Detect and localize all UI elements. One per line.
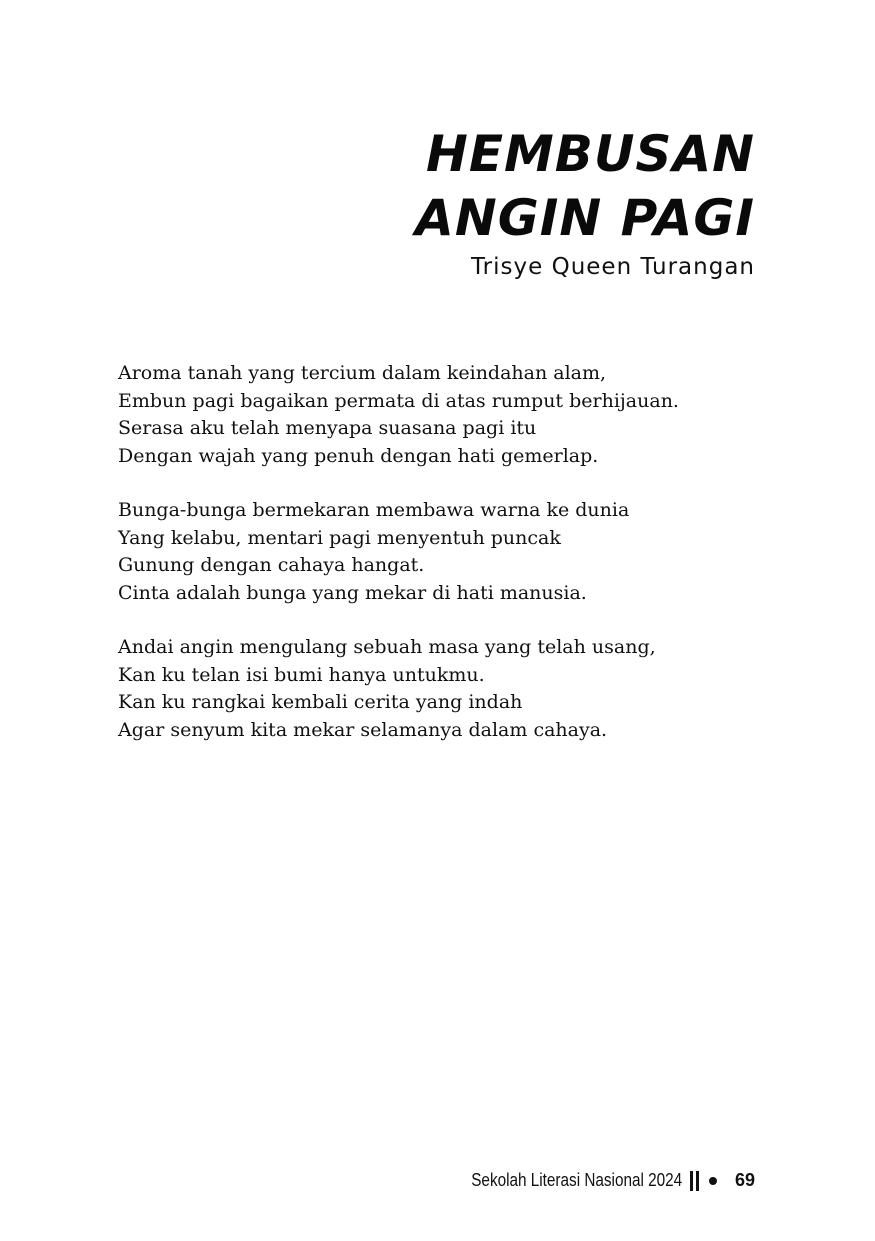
page-number: 69 (734, 1170, 755, 1190)
poem-line: Serasa aku telah menyapa suasana pagi itu (118, 417, 537, 439)
poem-line: Embun pagi bagaikan permata di atas rumput berhijauan. (118, 389, 679, 412)
poem-line: Kan ku rangkai kembali cerita yang indah (118, 691, 523, 713)
poem-author: Trisye Queen Turangan (471, 254, 755, 280)
poem-line: Bunga-bunga bermekaran membawa warna ke dunia (118, 499, 630, 521)
stanza-2 (118, 497, 758, 607)
poem-body (118, 360, 758, 771)
publication-name: Sekolah Literasi Nasional 2024 (471, 1170, 682, 1190)
poem-line: Yang kelabu, mentari pagi menyentuh puncak (118, 526, 561, 549)
title-block (415, 122, 755, 282)
page-footer (434, 1170, 755, 1191)
double-bar-separator-icon (690, 1171, 699, 1191)
poem-title-line-2: ANGIN PAGI (415, 189, 755, 247)
poem-line: Andai angin mengulang sebuah masa yang telah usang, (118, 636, 656, 658)
stanza-1 (118, 360, 758, 470)
dot-icon (709, 1177, 717, 1185)
poem-line: Cinta adalah bunga yang mekar di hati manusia. (118, 581, 587, 604)
poem-line: Agar senyum kita mekar selamanya dalam cahaya. (118, 718, 608, 741)
poem-line: Kan ku telan isi bumi hanya untukmu. (118, 663, 485, 686)
poem-line: Gunung dengan cahaya hangat. (118, 554, 425, 576)
poem-line: Dengan wajah yang penuh dengan hati gemerlap. (118, 444, 599, 467)
poem-title-line-1: HEMBUSAN (425, 125, 755, 183)
stanza-3 (118, 634, 758, 744)
poem-line: Aroma tanah yang tercium dalam keindahan alam, (118, 362, 607, 384)
